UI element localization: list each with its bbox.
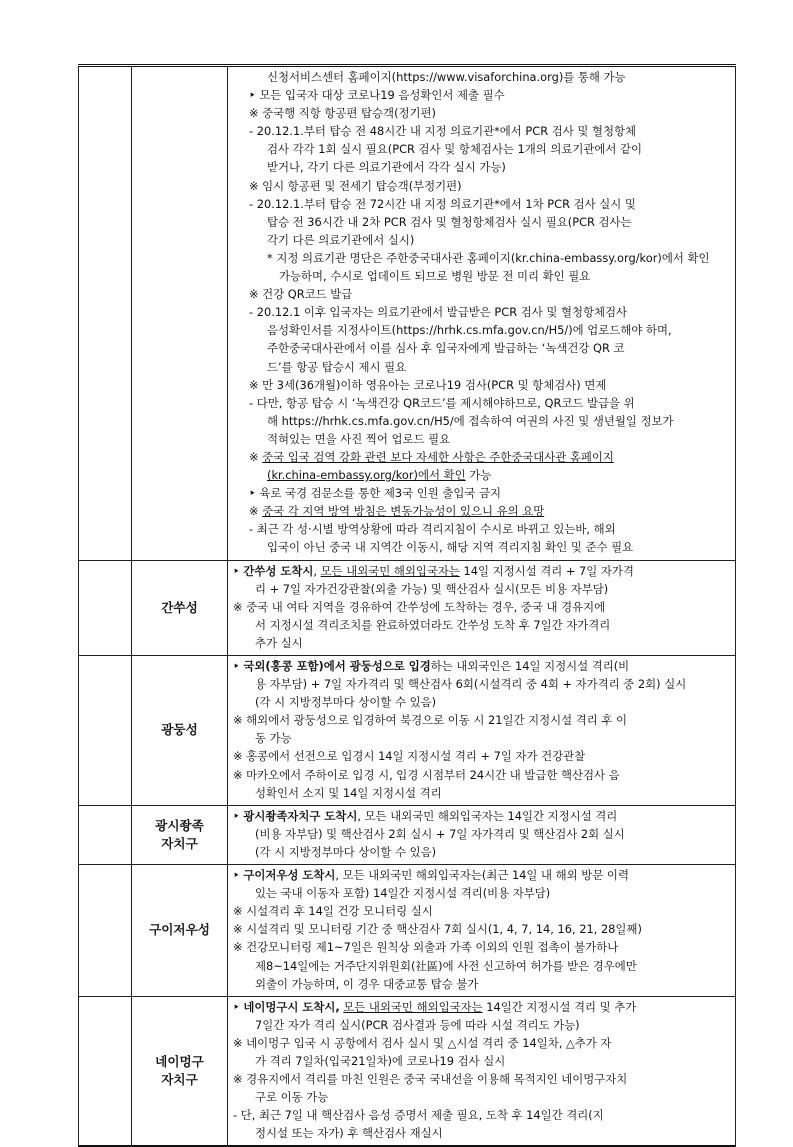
line-text: 검사 각각 1회 실시 필요(PCR 검사 및 항체검사는 1개의 의료기관에서 같이 bbox=[267, 142, 642, 157]
policy-line bbox=[233, 580, 728, 598]
policy-line bbox=[233, 784, 728, 802]
line-text: ※ bbox=[249, 449, 263, 464]
quarantine-policy-table bbox=[78, 64, 736, 1147]
policy-line bbox=[233, 448, 728, 466]
table-body bbox=[79, 66, 736, 1147]
region-cell bbox=[132, 996, 228, 1146]
policy-cell bbox=[228, 560, 736, 655]
line-text: ‣ bbox=[233, 563, 244, 578]
line-text: ※ 경유지에서 격리를 마친 인원은 중국 국내선을 이용해 목적지인 네이멍구자치 bbox=[233, 1072, 628, 1087]
policy-line bbox=[233, 502, 728, 520]
policy-line bbox=[233, 920, 728, 938]
policy-line bbox=[233, 747, 728, 765]
region-name: 간쑤성 bbox=[161, 599, 198, 615]
line-text: 해 https://hrhk.cs.mfa.gov.cn/H5/에 접속하여 여권의 사진 및 생년월일 정보가 bbox=[267, 413, 674, 428]
line-text: ※ 건강모니터링 제1~7일은 원칙상 외출과 가족 이외의 인원 접촉이 불가하나 bbox=[233, 940, 619, 955]
policy-line bbox=[233, 711, 728, 729]
line-text: 성확인서 소지 및 14일 지정시설 격리 bbox=[255, 785, 442, 800]
underlined-text: 모든 내외국민 해외입국자는 bbox=[320, 563, 460, 578]
policy-line bbox=[233, 68, 728, 86]
policy-line bbox=[233, 285, 728, 303]
policy-line bbox=[233, 1034, 728, 1052]
policy-cell bbox=[228, 805, 736, 864]
policy-line bbox=[233, 303, 728, 321]
region-cell bbox=[132, 656, 228, 806]
line-text: ※ 시설격리 후 14일 건강 모니터링 실시 bbox=[233, 904, 433, 919]
policy-line bbox=[233, 213, 728, 231]
line-text: , 모든 내외국민 해외입국자는 14일간 지정시설 격리 bbox=[357, 808, 618, 823]
emphasis-text: 국외(홍콩 포함)에서 광둥성으로 입경 bbox=[243, 659, 431, 673]
policy-line bbox=[233, 1088, 728, 1106]
region-row bbox=[79, 656, 736, 806]
policy-line bbox=[233, 975, 728, 993]
policy-line bbox=[233, 1124, 728, 1142]
line-text: (비용 자부담) 및 핵산검사 2회 실시 + 7일 자가격리 및 핵산검사 2회 실시 bbox=[255, 826, 625, 841]
line-text: 추가 실시 bbox=[255, 635, 303, 650]
region-cell bbox=[132, 865, 228, 997]
emphasis-text: 구이저우성 도착시 bbox=[243, 868, 336, 883]
line-text: ※ 건강 QR코드 발급 bbox=[249, 287, 353, 302]
line-text: 받거나, 각기 다른 의료기관에서 각각 실시 가능) bbox=[267, 160, 506, 175]
line-text: - 20.12.1.부터 탑승 전 72시간 내 지정 의료기관*에서 1차 PCR 검사 실시 및 bbox=[249, 196, 636, 211]
policy-line bbox=[233, 1016, 728, 1034]
line-text: ‣ bbox=[233, 999, 244, 1014]
line-text: ‣ 육로 국경 검문소를 통한 제3국 인원 출입국 금지 bbox=[249, 486, 501, 501]
policy-line bbox=[233, 358, 728, 376]
line-text: ‣ bbox=[233, 808, 244, 823]
line-text: ※ 중국 내 여타 지역을 경유하여 간쑤성에 도착하는 경우, 중국 내 경유지에 bbox=[233, 599, 606, 614]
policy-line bbox=[233, 1052, 728, 1070]
line-text: ‣ bbox=[233, 659, 244, 673]
line-text: - 20.12.1.부터 탑승 전 48시간 내 지정 의료기관*에서 PCR 검사 및 혈청항체 bbox=[249, 124, 637, 139]
policy-line bbox=[233, 177, 728, 195]
underlined-text: 중국 입국 검역 강화 관련 보다 자세한 사항은 주한중국대사관 홈페이지 bbox=[262, 449, 614, 464]
region-name: 광둥성 bbox=[161, 722, 198, 738]
policy-line bbox=[233, 339, 728, 357]
line-text: , bbox=[313, 563, 321, 578]
line-text: ※ 시설격리 및 모니터링 기간 중 핵산검사 7회 실시(1, 4, 7, 14, 16, 21, 28일째) bbox=[233, 922, 642, 937]
blank-cell bbox=[79, 66, 132, 561]
policy-line bbox=[233, 86, 728, 104]
policy-line bbox=[233, 766, 728, 784]
line-text: ※ 네이멍구 입국 시 공항에서 검사 실시 및 △시설 격리 중 14일차, △추가 자 bbox=[233, 1035, 612, 1050]
blank-cell bbox=[79, 996, 132, 1146]
region-row bbox=[79, 805, 736, 864]
policy-line bbox=[233, 140, 728, 158]
line-text: 적혀있는 면을 사진 찍어 업로드 필요 bbox=[267, 431, 451, 446]
policy-line bbox=[233, 430, 728, 448]
policy-line bbox=[233, 466, 728, 484]
line-text: 주한중국대사관에서 이를 심사 후 입국자에게 발급하는 ‘녹색건강 QR 코 bbox=[267, 341, 625, 356]
underlined-text: 중국 각 지역 방역 방침은 변동가능성이 있으니 유의 요망 bbox=[262, 504, 545, 519]
policy-line bbox=[233, 598, 728, 616]
line-text: 가능 bbox=[465, 468, 492, 483]
policy-line bbox=[233, 562, 728, 580]
policy-line bbox=[233, 957, 728, 975]
line-text: - 다만, 항공 탑승 시 ‘녹색건강 QR코드’를 제시해야하므로, QR코드 발급을 위 bbox=[249, 395, 635, 410]
line-text: 동 가능 bbox=[255, 731, 292, 746]
region-name: 구이저우성 bbox=[149, 922, 210, 938]
line-text: ※ 임시 항공편 및 전세기 탑승객(부정기편) bbox=[249, 178, 462, 193]
line-text: ※ 중국행 직항 항공편 탑승객(정기편) bbox=[249, 106, 436, 121]
region-row bbox=[79, 66, 736, 561]
line-text: 가능하며, 수시로 업데이트 되므로 병원 방문 전 미리 확인 필요 bbox=[279, 269, 591, 284]
policy-line bbox=[233, 267, 728, 285]
policy-line bbox=[233, 634, 728, 652]
policy-line bbox=[233, 158, 728, 176]
line-text: - 단, 최근 7일 내 핵산검사 음성 증명서 제출 필요, 도착 후 14일간 격리(지 bbox=[233, 1108, 604, 1123]
line-text: 입국이 아닌 중국 내 지역간 이동시, 해당 지역 격리지침 확인 및 준수 필요 bbox=[267, 540, 634, 555]
policy-line bbox=[233, 657, 728, 675]
line-text: * 지정 의료기관 명단은 주한중국대사관 홈페이지(kr.china-embassy.org/kor)에서 확인 bbox=[267, 250, 710, 265]
region-name: 네이멍구 자치구 bbox=[155, 1054, 204, 1088]
policy-line bbox=[233, 394, 728, 412]
line-text: 가 격리 7일차(입국21일차)에 코로나19 검사 실시 bbox=[255, 1053, 506, 1068]
policy-line bbox=[233, 195, 728, 213]
line-text: 서 지정시설 격리조치를 완료하였더라도 간쑤성 도착 후 7일간 자가격리 bbox=[255, 617, 611, 632]
policy-line bbox=[233, 520, 728, 538]
policy-line bbox=[233, 693, 728, 711]
line-text: (각 시 지방정부마다 상이할 수 있음) bbox=[255, 844, 437, 859]
line-text: 용 자부담) + 7일 자가격리 및 핵산검사 6회(시설격리 중 4회 + 자가격리 중 2회) 실시 bbox=[255, 677, 687, 692]
region-name: 광시좡족 자치구 bbox=[155, 817, 204, 851]
policy-line bbox=[233, 1070, 728, 1088]
line-text: 14일 지정시설 격리 + 7일 자가격 bbox=[459, 563, 634, 578]
blank-cell bbox=[79, 805, 132, 864]
line-text: 정시설 또는 자가) 후 핵산검사 재실시 bbox=[255, 1126, 443, 1141]
region-row bbox=[79, 865, 736, 997]
policy-line bbox=[233, 321, 728, 339]
line-text: 리 + 7일 자가건강관찰(외출 가능) 및 핵산검사 실시(모든 비용 자부담) bbox=[255, 581, 609, 596]
emphasis-text: 광시좡족자치구 도착시 bbox=[243, 808, 358, 823]
policy-line bbox=[233, 884, 728, 902]
blank-cell bbox=[79, 656, 132, 806]
line-text: ※ 만 3세(36개월)이하 영유아는 코로나19 검사(PCR 및 항체검사) 면제 bbox=[249, 377, 607, 392]
line-text: ※ 마카오에서 주하이로 입경 시, 입경 시점부터 24시간 내 발급한 핵산검사 음 bbox=[233, 767, 620, 782]
blank-cell bbox=[79, 560, 132, 655]
line-text: ‣ bbox=[233, 868, 244, 883]
emphasis-text: 네이멍구시 도착시, bbox=[243, 999, 340, 1014]
line-text: 외출이 가능하며, 이 경우 대중교통 탑승 불가 bbox=[255, 976, 479, 991]
region-cell bbox=[132, 805, 228, 864]
line-text: 있는 국내 이동자 포함) 14일간 지정시설 격리(비용 자부담) bbox=[255, 886, 551, 901]
region-cell bbox=[132, 66, 228, 561]
policy-line bbox=[233, 675, 728, 693]
line-text: - 최근 각 성·시별 방역상황에 따라 격리지침이 수시로 바뀌고 있는바, 해외 bbox=[249, 522, 616, 537]
policy-line bbox=[233, 902, 728, 920]
policy-line bbox=[233, 231, 728, 249]
policy-cell bbox=[228, 656, 736, 806]
policy-line bbox=[233, 807, 728, 825]
policy-line bbox=[233, 484, 728, 502]
line-text: - 20.12.1 이후 입국자는 의료기관에서 발급받은 PCR 검사 및 혈청항체검사 bbox=[249, 305, 627, 320]
line-text: 신청서비스센터 홈페이지(https://www.visaforchina.org)를 통해 가능 bbox=[267, 70, 626, 84]
policy-cell bbox=[228, 996, 736, 1146]
policy-line bbox=[233, 538, 728, 556]
line-text: 음성확인서를 지정사이트(https://hrhk.cs.mfa.gov.cn/H5/)에 업로드해야 하며, bbox=[267, 323, 672, 338]
region-row bbox=[79, 996, 736, 1146]
policy-line bbox=[233, 729, 728, 747]
policy-line bbox=[233, 249, 728, 267]
line-text: , 모든 내외국민 해외입국자는(최근 14일 내 해외 방문 이력 bbox=[335, 868, 629, 883]
line-text: (각 시 지방정부마다 상이할 수 있음) bbox=[255, 695, 437, 710]
line-text: ※ 해외에서 광둥성으로 입경하여 북경으로 이동 시 21일간 지정시설 격리 후 이 bbox=[233, 713, 627, 728]
policy-line bbox=[233, 104, 728, 122]
policy-line bbox=[233, 843, 728, 861]
underlined-text: (kr.china-embassy.org/kor)에서 확인 bbox=[267, 468, 466, 483]
line-text: 드’를 항공 탑승시 제시 필요 bbox=[267, 359, 407, 374]
line-text: ※ bbox=[249, 504, 263, 519]
line-text: 하는 내외국인은 14일 지정시설 격리(비 bbox=[430, 659, 630, 673]
line-text: 구로 이동 가능 bbox=[255, 1090, 329, 1105]
policy-line bbox=[233, 616, 728, 634]
policy-line bbox=[233, 376, 728, 394]
underlined-text: 모든 내외국민 해외입국자는 bbox=[343, 999, 483, 1014]
blank-cell bbox=[79, 865, 132, 997]
region-row bbox=[79, 560, 736, 655]
policy-cell bbox=[228, 66, 736, 561]
policy-line bbox=[233, 825, 728, 843]
emphasis-text: 간쑤성 도착시 bbox=[243, 563, 314, 578]
policy-cell bbox=[228, 865, 736, 997]
line-text: 제8~14일에는 거주단지위원회(社區)에 사전 신고하여 허가를 받은 경우에만 bbox=[255, 958, 637, 973]
region-cell bbox=[132, 560, 228, 655]
policy-line bbox=[233, 866, 728, 884]
policy-line bbox=[233, 998, 728, 1016]
policy-line bbox=[233, 122, 728, 140]
line-text: 14일간 지정시설 격리 및 추가 bbox=[482, 999, 637, 1014]
line-text: 탑승 전 36시간 내 2차 PCR 검사 및 혈청항체검사 실시 필요(PCR 검사는 bbox=[267, 214, 632, 229]
policy-line bbox=[233, 1106, 728, 1124]
line-text: 7일간 자가 격리 실시(PCR 검사결과 등에 따라 시설 격리도 가능) bbox=[255, 1017, 580, 1032]
policy-line bbox=[233, 938, 728, 956]
line-text: ※ 홍콩에서 선전으로 입경시 14일 지정시설 격리 + 7일 자가 건강관찰 bbox=[233, 749, 586, 764]
line-text: 각기 다른 의료기관에서 실시) bbox=[267, 232, 415, 247]
policy-line bbox=[233, 412, 728, 430]
line-text: ‣ 모든 입국자 대상 코로나19 음성확인서 제출 필수 bbox=[249, 88, 505, 103]
